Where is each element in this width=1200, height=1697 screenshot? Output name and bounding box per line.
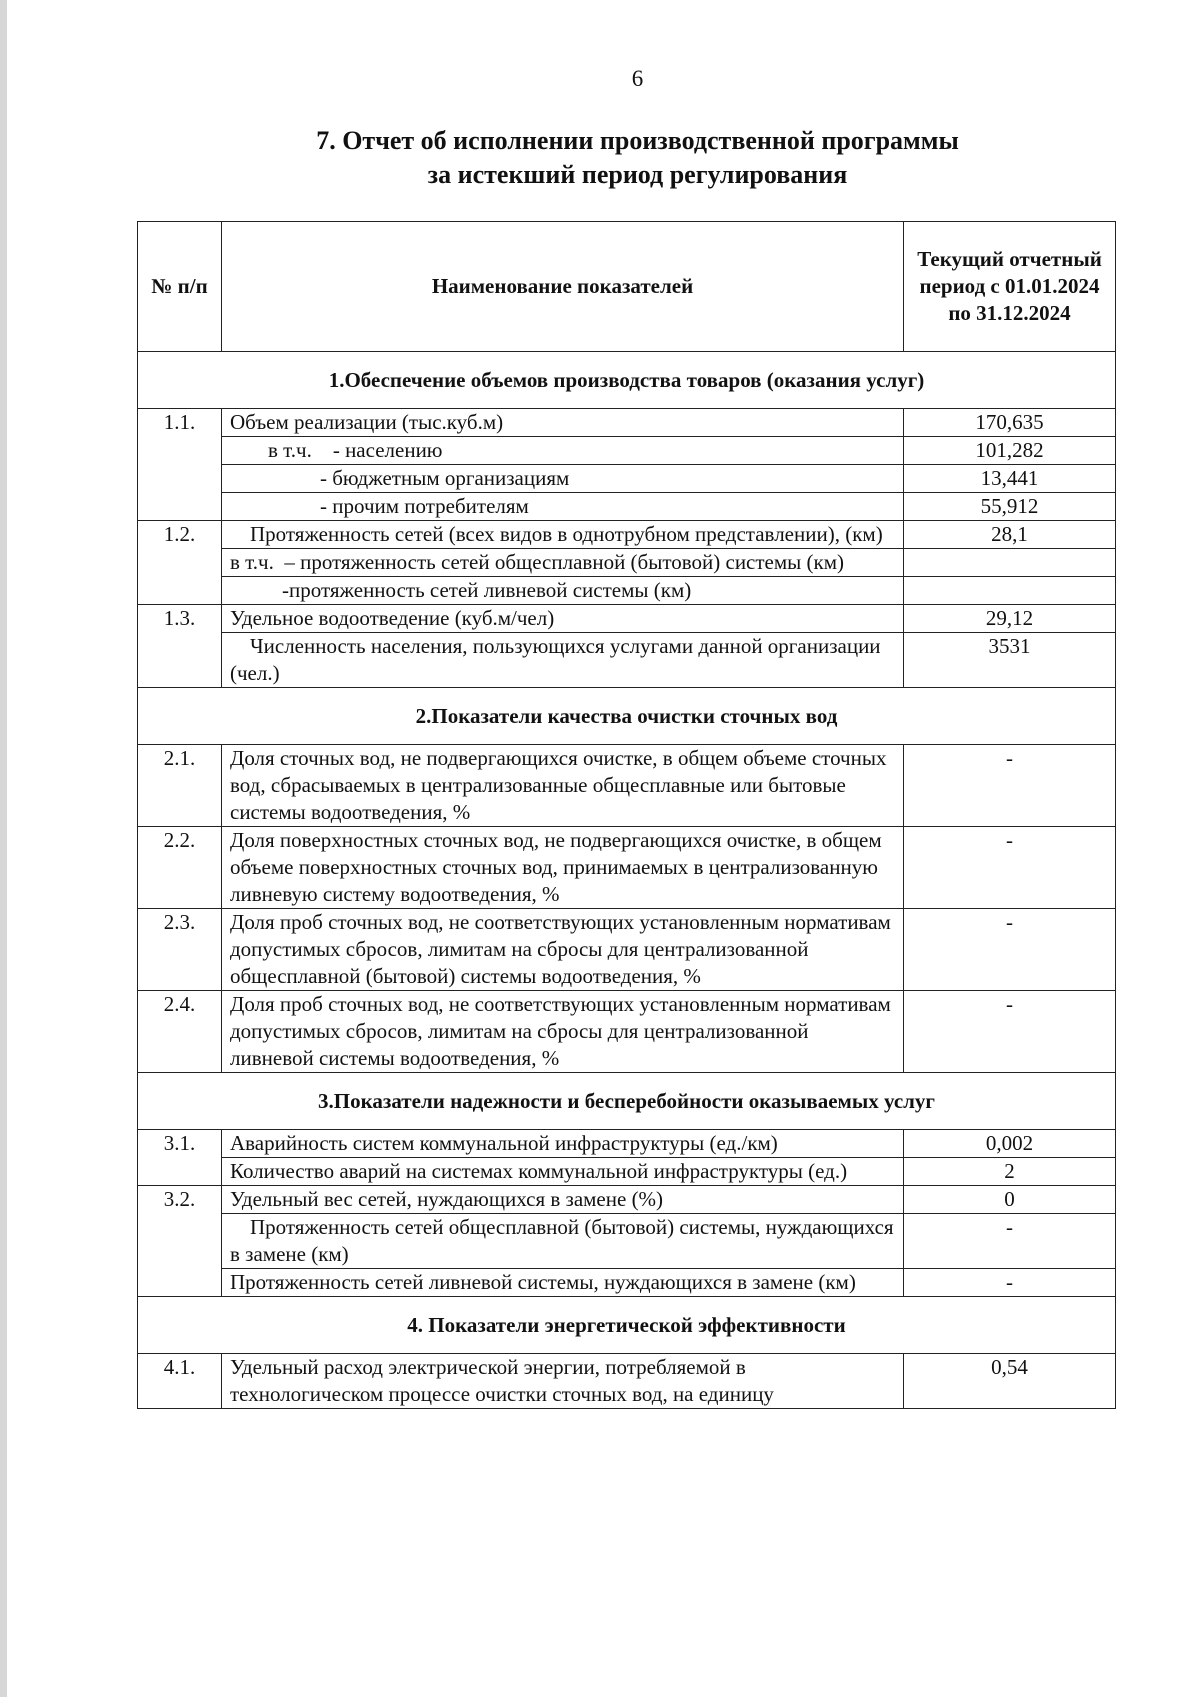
row-name: Аварийность систем коммунальной инфраструктуры (ед./км) xyxy=(222,1130,904,1158)
row-name: Количество аварий на системах коммунальной инфраструктуры (ед.) xyxy=(222,1158,904,1186)
row-num: 1.3. xyxy=(138,605,222,688)
table-row xyxy=(138,1354,1116,1409)
row-num: 3.2. xyxy=(138,1186,222,1297)
row-value: 13,441 xyxy=(904,465,1116,493)
table-row xyxy=(138,909,1116,991)
scan-edge xyxy=(0,0,7,1697)
row-value: 3531 xyxy=(904,633,1116,688)
page-number: 6 xyxy=(631,66,644,91)
table-row xyxy=(138,991,1116,1073)
row-value: 28,1 xyxy=(904,521,1116,549)
row-num: 4.1. xyxy=(138,1354,222,1409)
title-line-1: 7. Отчет об исполнении производственной программы xyxy=(316,126,959,155)
section-1-title: 1.Обеспечение объемов производства товаров (оказания услуг) xyxy=(138,352,1116,409)
row-num: 2.3. xyxy=(138,909,222,991)
row-value: 101,282 xyxy=(904,437,1116,465)
row-value: - xyxy=(904,1214,1116,1269)
row-name: в т.ч. – протяженность сетей общесплавной (бытовой) системы (км) xyxy=(222,549,904,577)
row-value: - xyxy=(904,909,1116,991)
title-line-2: за истекший период регулирования xyxy=(427,160,848,189)
table-row xyxy=(138,1158,1116,1186)
header-name: Наименование показателей xyxy=(222,222,904,352)
row-num: 2.1. xyxy=(138,745,222,827)
row-name: Численность населения, пользующихся услугами данной организации (чел.) xyxy=(222,633,904,688)
table-row xyxy=(138,1186,1116,1214)
row-value: 55,912 xyxy=(904,493,1116,521)
section-row xyxy=(138,688,1116,745)
section-row xyxy=(138,352,1116,409)
section-4-title: 4. Показатели энергетической эффективности xyxy=(138,1297,1116,1354)
table-row xyxy=(138,437,1116,465)
row-name: Доля поверхностных сточных вод, не подвергающихся очистке, в общем объеме поверхностных сточных вод, принимаемых в централизованную ливневую систему водоотведения, % xyxy=(222,827,904,909)
row-name: в т.ч. - населению xyxy=(222,437,904,465)
table-row xyxy=(138,745,1116,827)
page-title xyxy=(0,124,1200,192)
row-name: Протяженность сетей (всех видов в однотрубном представлении), (км) xyxy=(222,521,904,549)
row-name: Объем реализации (тыс.куб.м) xyxy=(222,409,904,437)
table-row xyxy=(138,1214,1116,1269)
table-row xyxy=(138,633,1116,688)
row-name: - прочим потребителям xyxy=(222,493,904,521)
row-value: 0,002 xyxy=(904,1130,1116,1158)
table-row xyxy=(138,493,1116,521)
table-row xyxy=(138,605,1116,633)
row-name: Удельный расход электрической энергии, потребляемой в технологическом процессе очистки сточных вод, на единицу xyxy=(222,1354,904,1409)
header-num: № п/п xyxy=(138,222,222,352)
section-3-title: 3.Показатели надежности и бесперебойности оказываемых услуг xyxy=(138,1073,1116,1130)
table-row xyxy=(138,827,1116,909)
row-name: Доля сточных вод, не подвергающихся очистке, в общем объеме сточных вод, сбрасываемых в централизованные общесплавные или бытовые системы водоотведения, % xyxy=(222,745,904,827)
row-value xyxy=(904,549,1116,577)
row-name: Удельное водоотведение (куб.м/чел) xyxy=(222,605,904,633)
row-name: Протяженность сетей ливневой системы, нуждающихся в замене (км) xyxy=(222,1269,904,1297)
row-num: 2.4. xyxy=(138,991,222,1073)
table-row xyxy=(138,521,1116,549)
table-row xyxy=(138,409,1116,437)
table-header-row xyxy=(138,222,1116,352)
table-row xyxy=(138,577,1116,605)
table-row xyxy=(138,549,1116,577)
row-num: 2.2. xyxy=(138,827,222,909)
section-row xyxy=(138,1073,1116,1130)
report-table xyxy=(137,221,1116,1409)
row-value xyxy=(904,577,1116,605)
table-row xyxy=(138,465,1116,493)
row-num: 1.1. xyxy=(138,409,222,521)
row-value: - xyxy=(904,745,1116,827)
row-name: Доля проб сточных вод, не соответствующих установленным нормативам допустимых сбросов, лимитам на сбросы для централизованной ливневой системы водоотведения, % xyxy=(222,991,904,1073)
row-num: 1.2. xyxy=(138,521,222,605)
row-value: 0,54 xyxy=(904,1354,1116,1409)
row-name: - бюджетным организациям xyxy=(222,465,904,493)
section-2-title: 2.Показатели качества очистки сточных вод xyxy=(138,688,1116,745)
row-value: - xyxy=(904,991,1116,1073)
row-name: Протяженность сетей общесплавной (бытовой) системы, нуждающихся в замене (км) xyxy=(222,1214,904,1269)
row-value: 29,12 xyxy=(904,605,1116,633)
row-value: 170,635 xyxy=(904,409,1116,437)
row-value: 0 xyxy=(904,1186,1116,1214)
table-row xyxy=(138,1130,1116,1158)
row-value: - xyxy=(904,1269,1116,1297)
table-row xyxy=(138,1269,1116,1297)
header-period: Текущий отчетный период с 01.01.2024 по 31.12.2024 xyxy=(904,222,1116,352)
row-name: Доля проб сточных вод, не соответствующих установленным нормативам допустимых сбросов, лимитам на сбросы для централизованной общесплавной (бытовой) системы водоотведения, % xyxy=(222,909,904,991)
row-value: 2 xyxy=(904,1158,1116,1186)
section-row xyxy=(138,1297,1116,1354)
row-num: 3.1. xyxy=(138,1130,222,1186)
row-name: Удельный вес сетей, нуждающихся в замене (%) xyxy=(222,1186,904,1214)
row-value: - xyxy=(904,827,1116,909)
row-name: -протяженность сетей ливневой системы (км) xyxy=(222,577,904,605)
